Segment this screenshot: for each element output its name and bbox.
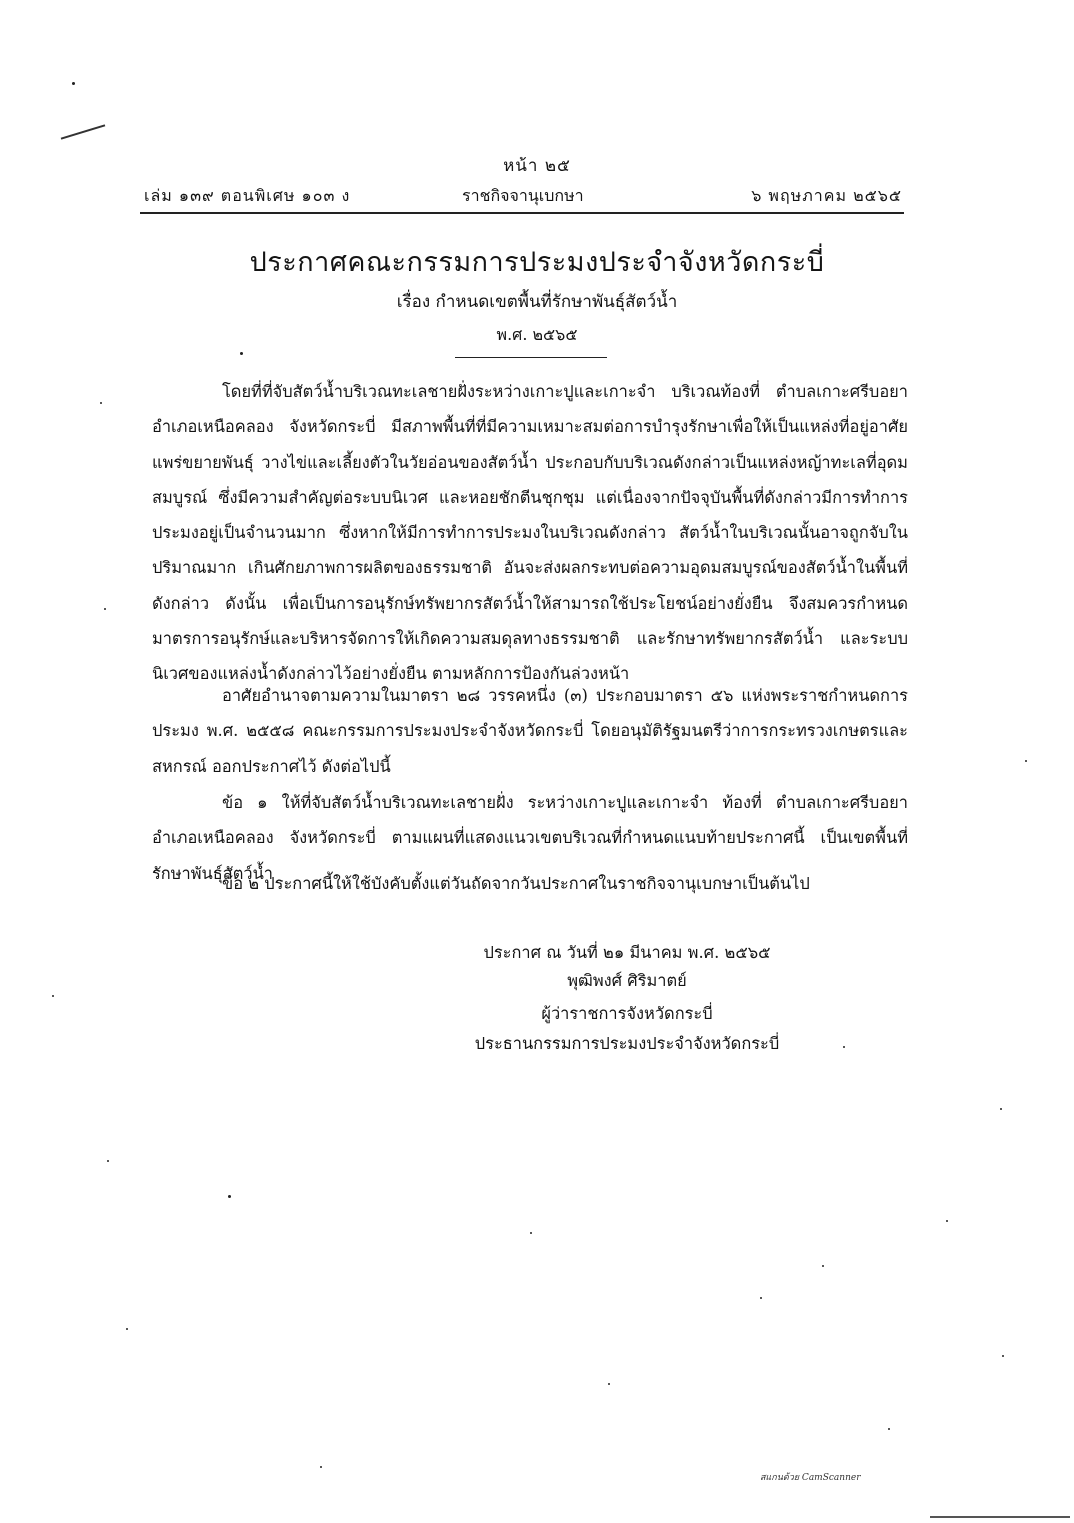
paragraph-text: ข้อ ๒ ประกาศนี้ให้ใช้บังคับตั้งแต่วันถัดจากวันประกาศในราชกิจจานุเบกษาเป็นต้นไป [222, 874, 810, 893]
volume-info: เล่ม ๑๓๙ ตอนพิเศษ ๑๐๓ ง [144, 186, 351, 205]
header-divider [140, 212, 904, 214]
scan-speck [100, 402, 102, 404]
scan-speck [240, 352, 243, 355]
publication-date: ๖ พฤษภาคม ๒๕๖๕ [751, 186, 902, 205]
scan-edge [930, 1516, 1070, 1518]
signatory-position: ผู้ว่าราชการจังหวัดกระบี่ [541, 1004, 713, 1023]
clause-2 [152, 866, 908, 901]
paragraph-text: โดยที่ที่จับสัตว์น้ำบริเวณทะเลชายฝั่งระหว่างเกาะปูและเกาะจำ บริเวณท้องที่ ตำบลเกาะศรีบอยา อำเภอเหนือคลอง จังหวัดกระบี่ มีสภาพพื้นที่ที่มีความเหมาะสมต่อการบำรุงรักษาเพื่อให้เป็นแหล่งที่อยู่อาศัย แพร่ขยายพันธุ์ วางไข่และเลี้ยงตัวในวัยอ่อนของสัตว์น้ำ ประกอบกับบริเวณดังกล่าวเป็นแหล่งหญ้าทะเลที่อุดมสมบูรณ์ ซึ่งมีความสำคัญต่อระบบนิเวศ และหอยชักตีนชุกชุม แต่เนื่องจากปัจจุบันพื้นที่ดังกล่าวมีการทำการประมงอยู่เป็นจำนวนมาก ซึ่งหากให้มีการทำการประมงในบริเวณดังกล่าว สัตว์น้ำในบริเวณนั้นอาจถูกจับในปริมาณมาก เกินศักยภาพการผลิตของธรรมชาติ อันจะส่งผลกระทบต่อความอุดมสมบูรณ์ของสัตว์น้ำในพื้นที่ดังกล่าว ดังนั้น เพื่อเป็นการอนุรักษ์ทรัพยากรสัตว์น้ำให้สามารถใช้ประโยชน์อย่างยั่งยืน จึงสมควรกำหนดมาตรการอนุรักษ์และบริหารจัดการให้เกิดความสมดุลทางธรรมชาติ และรักษาทรัพยากรสัตว์น้ำ และระบบนิเวศของแหล่งน้ำดังกล่าวไว้อย่างยั่งยืน ตามหลักการป้องกันล่วงหน้า [152, 382, 908, 684]
scan-speck [228, 1195, 231, 1198]
signatory-role: ประธานกรรมการประมงประจำจังหวัดกระบี่ [474, 1034, 780, 1053]
scanner-watermark: สแกนด้วย CamScanner [760, 1473, 861, 1483]
announcement-subject: เรื่อง กำหนดเขตพื้นที่รักษาพันธุ์สัตว์น้ำ [396, 292, 678, 312]
signatory-name: พุฒิพงศ์ ศิริมาตย์ [567, 971, 687, 990]
scan-speck [946, 1220, 948, 1222]
scan-speck [52, 995, 54, 997]
scan-speck [760, 1297, 762, 1299]
paragraph-preamble [152, 374, 908, 692]
scan-speck [107, 1160, 109, 1162]
gazette-name: ราชกิจจานุเบกษา [462, 186, 584, 205]
scan-speck [126, 1328, 128, 1330]
scan-speck [72, 82, 75, 85]
paragraph-authority [152, 678, 908, 784]
scan-speck [1000, 1108, 1002, 1110]
scan-speck [530, 1232, 532, 1234]
scan-speck [1002, 1355, 1004, 1357]
announcement-title: ประกาศคณะกรรมการประมงประจำจังหวัดกระบี่ [249, 247, 825, 278]
gazette-header [144, 184, 902, 210]
paragraph-text: อาศัยอำนาจตามความในมาตรา ๒๘ วรรคหนึ่ง (๓) ประกอบมาตรา ๕๖ แห่งพระราชกำหนดการประมง พ.ศ. ๒๕๕๘ คณะกรรมการประมงประจำจังหวัดกระบี่ โดยอนุมัติรัฐมนตรีว่าการกระทรวงเกษตรและสหกรณ์ ออกประกาศไว้ ดังต่อไปนี้ [152, 686, 908, 776]
scan-speck [608, 1383, 610, 1385]
scan-speck [104, 608, 106, 610]
scan-speck [1025, 760, 1027, 762]
scan-speck [888, 1428, 890, 1430]
scan-speck [320, 1466, 322, 1468]
signature-date: ประกาศ ณ วันที่ ๒๑ มีนาคม พ.ศ. ๒๕๖๕ [483, 943, 771, 962]
scan-speck [822, 1265, 824, 1267]
page-number: หน้า ๒๕ [503, 156, 571, 176]
announcement-year: พ.ศ. ๒๕๖๕ [496, 325, 578, 344]
scan-mark [61, 124, 106, 139]
paragraph-text: ข้อ ๑ ให้ที่จับสัตว์น้ำบริเวณทะเลชายฝั่ง ระหว่างเกาะปูและเกาะจำ ท้องที่ ตำบลเกาะศรีบอยา อำเภอเหนือคลอง จังหวัดกระบี่ ตามแผนที่แสดงแนวเขตบริเวณที่กำหนดแนบท้ายประกาศนี้ เป็นเขตพื้นที่รักษาพันธุ์สัตว์น้ำ [152, 793, 908, 883]
title-divider [455, 357, 607, 358]
